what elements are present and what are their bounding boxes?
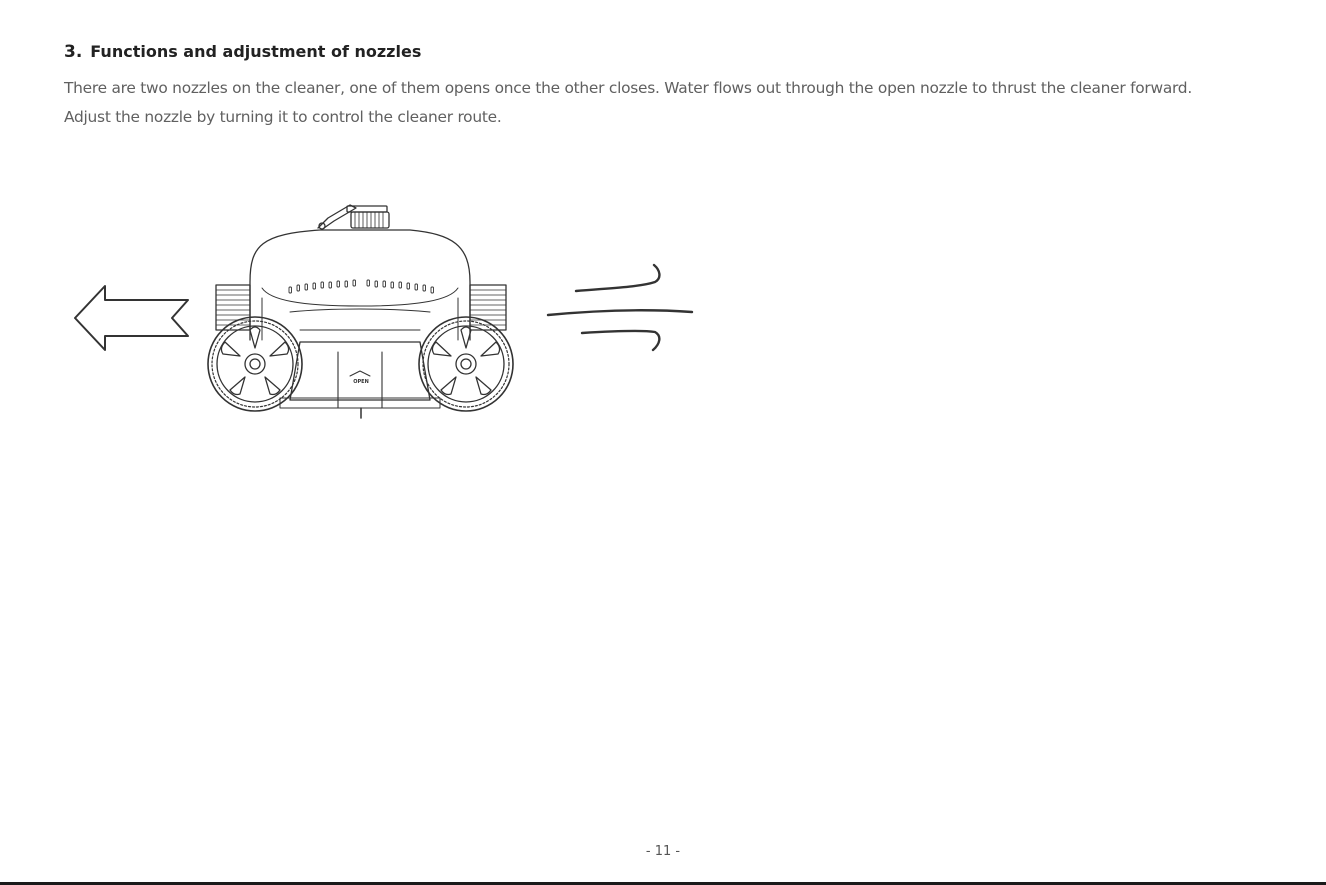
section-heading (64, 42, 421, 62)
water-flow-icon (548, 265, 692, 350)
body-line-2: Adjust the nozzle by turning it to control the cleaner route. (64, 108, 502, 126)
cleaner-figure (0, 190, 720, 430)
nozzle-label: OPEN (353, 379, 369, 385)
section-number: 3. (64, 42, 83, 62)
page-number: - 11 - (645, 844, 681, 859)
section-title: Functions and adjustment of nozzles (90, 42, 422, 61)
body-text (64, 74, 1284, 132)
body-line-1: There are two nozzles on the cleaner, one of them opens once the other closes. Water flows out through the open nozzle to thrust the cleaner forward. (64, 79, 1192, 97)
pool-cleaner-icon (208, 205, 513, 418)
direction-arrow-left-icon (75, 286, 188, 350)
